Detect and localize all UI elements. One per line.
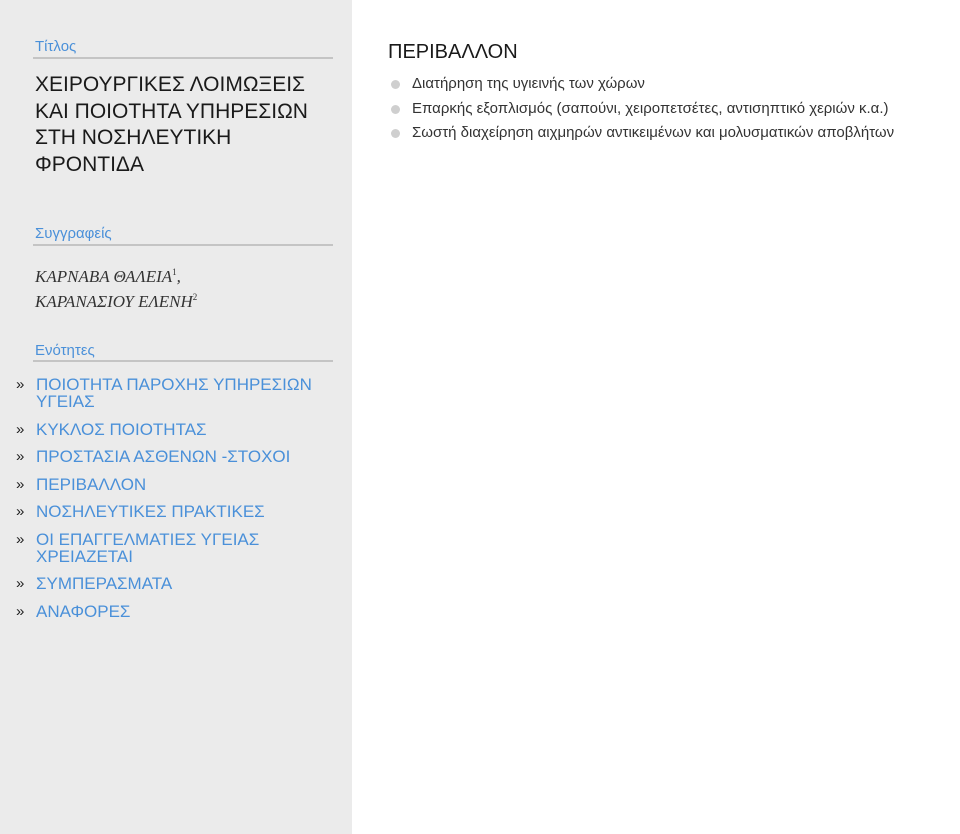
bullet-item <box>388 72 894 97</box>
section-link[interactable]: ΣΥΜΠΕΡΑΣΜΑΤΑ <box>36 574 173 593</box>
author-affiliation: 2 <box>192 292 198 302</box>
title-divider <box>33 57 333 59</box>
section-nav-item <box>16 376 346 410</box>
nav-marker: » <box>16 448 25 465</box>
author-item <box>35 287 335 312</box>
bullet-text: Σωστή διαχείρηση αιχμηρών αντικειμένων και μολυσματικών αποβλήτων <box>412 124 895 141</box>
nav-marker: » <box>16 530 25 548</box>
section-link[interactable]: ΠΡΟΣΤΑΣΙΑ ΑΣΘΕΝΩΝ -ΣΤΟΧΟΙ <box>36 447 291 466</box>
author-item <box>35 262 335 287</box>
section-nav-item <box>16 575 346 592</box>
section-nav-item <box>16 531 346 565</box>
section-link[interactable]: ΚΥΚΛΟΣ ΠΟΙΟΤΗΤΑΣ <box>36 419 207 439</box>
sidebar <box>0 0 352 834</box>
authors-section-label: Συγγραφείς <box>35 225 112 242</box>
content-bullet-list <box>388 72 894 146</box>
nav-marker: » <box>16 420 25 438</box>
nav-marker: » <box>16 376 25 393</box>
nav-marker: » <box>16 475 25 493</box>
bullet-item <box>388 97 894 122</box>
nav-marker: » <box>16 503 25 520</box>
section-link[interactable]: ΠΟΙΟΤΗΤΑ ΠΑΡΟΧΗΣ ΥΠΗΡΕΣΙΩΝ ΥΓΕΙΑΣ <box>36 375 312 411</box>
author-name: ΚΑΡΝΑΒΑ ΘΑΛΕΙΑ <box>35 267 173 286</box>
bullet-dot-icon <box>391 80 400 89</box>
section-link[interactable]: ΠΕΡΙΒΑΛΛΟΝ <box>36 474 147 494</box>
sections-section-label: Ενότητες <box>35 342 95 359</box>
sections-divider <box>33 360 333 362</box>
section-link[interactable]: ΟΙ ΕΠΑΓΓΕΛΜΑΤΙΕΣ ΥΓΕΙΑΣ ΧΡΕΙΑΖΕΤΑΙ <box>36 529 260 566</box>
author-separator: , <box>176 267 181 286</box>
section-nav-item <box>16 476 346 493</box>
bullet-dot-icon <box>391 129 400 138</box>
nav-marker: » <box>16 575 25 592</box>
section-nav-item <box>16 503 346 520</box>
bullet-text: Διατήρηση της υγιεινής των χώρων <box>412 75 645 92</box>
section-nav <box>16 376 346 630</box>
document-title: ΧΕΙΡΟΥΡΓΙΚΕΣ ΛΟΙΜΩΞΕΙΣ ΚΑΙ ΠΟΙΟΤΗΤΑ ΥΠΗΡΕΣΙΩΝ ΣΤΗ ΝΟΣΗΛΕΥΤΙΚΗ ΦΡΟΝΤΙΔΑ <box>35 73 308 176</box>
section-nav-item <box>16 603 346 620</box>
author-name: ΚΑΡΑΝΑΣΙΟΥ ΕΛΕΝΗ <box>35 292 193 311</box>
author-affiliation: 1 <box>172 267 177 277</box>
section-link[interactable]: ΝΟΣΗΛΕΥΤΙΚΕΣ ΠΡΑΚΤΙΚΕΣ <box>36 502 265 521</box>
bullet-item <box>388 121 894 146</box>
title-section-label: Τίτλος <box>35 38 77 55</box>
bullet-dot-icon <box>391 105 400 114</box>
section-link[interactable]: ΑΝΑΦΟΡΕΣ <box>36 601 131 621</box>
author-list <box>35 262 335 312</box>
content-heading: ΠΕΡΙΒΑΛΛΟΝ <box>388 41 518 63</box>
authors-divider <box>33 244 333 246</box>
nav-marker: » <box>16 602 25 620</box>
section-nav-item <box>16 421 346 438</box>
section-nav-item <box>16 448 346 465</box>
bullet-text: Επαρκής εξοπλισμός (σαπούνι, χειροπετσέτες, αντισηπτικό χεριών κ.α.) <box>412 99 889 117</box>
